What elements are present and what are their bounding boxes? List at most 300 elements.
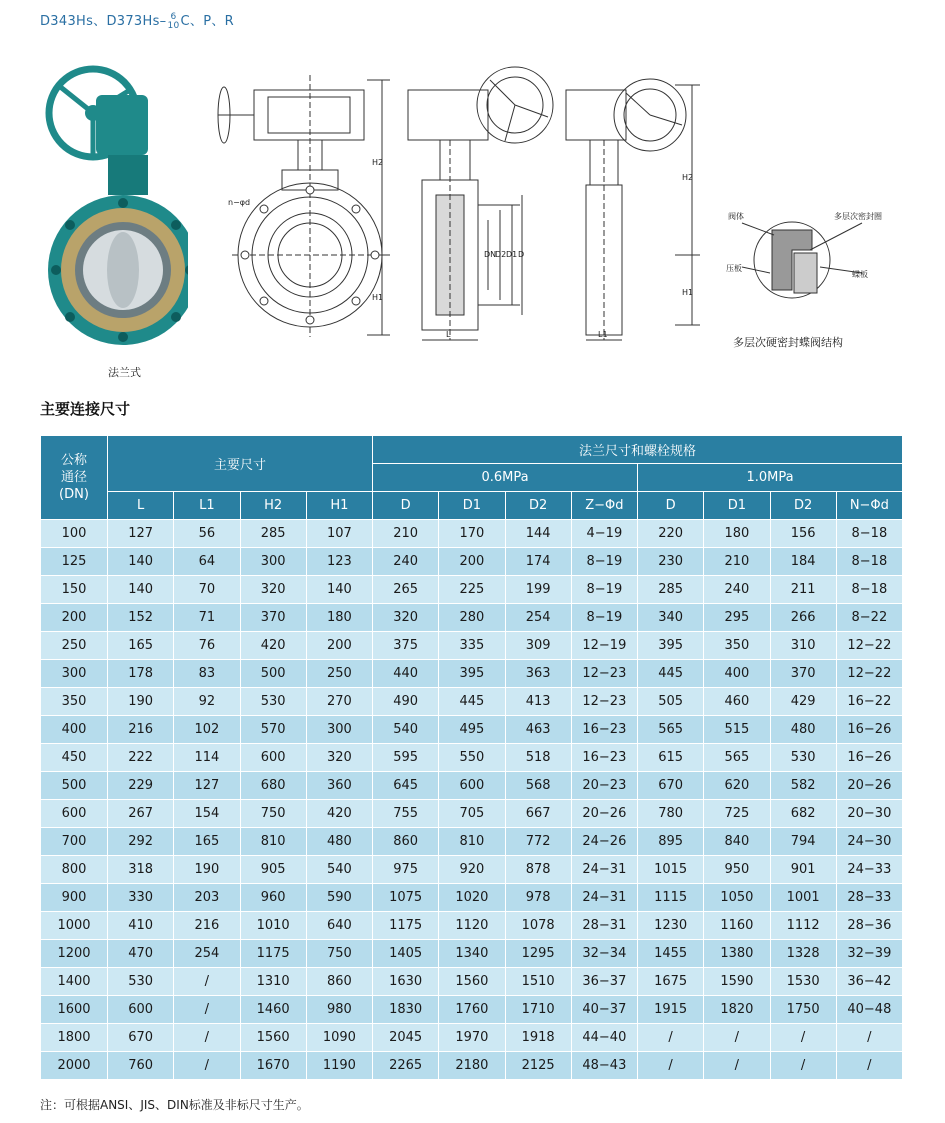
table-cell: 24−31 bbox=[571, 856, 637, 884]
table-cell: 340 bbox=[638, 604, 704, 632]
end-view-drawing bbox=[560, 55, 710, 355]
table-cell: 500 bbox=[240, 660, 306, 688]
table-cell: / bbox=[174, 1024, 240, 1052]
table-cell: 36−37 bbox=[571, 968, 637, 996]
table-cell: 320 bbox=[240, 576, 306, 604]
table-cell: 28−36 bbox=[836, 912, 902, 940]
table-cell: 178 bbox=[108, 660, 174, 688]
table-cell: 24−31 bbox=[571, 884, 637, 912]
table-cell: / bbox=[174, 1052, 240, 1080]
front-view-drawing bbox=[212, 55, 397, 355]
table-cell: 1020 bbox=[439, 884, 505, 912]
table-cell: 1075 bbox=[373, 884, 439, 912]
table-cell: 645 bbox=[373, 772, 439, 800]
table-cell: 127 bbox=[174, 772, 240, 800]
table-cell: 440 bbox=[373, 660, 439, 688]
table-cell: 225 bbox=[439, 576, 505, 604]
table-cell: 680 bbox=[240, 772, 306, 800]
table-cell: 170 bbox=[439, 520, 505, 548]
table-cell: 12−22 bbox=[836, 660, 902, 688]
d-label: D bbox=[518, 250, 525, 259]
table-row bbox=[41, 632, 903, 660]
table-cell: 300 bbox=[41, 660, 108, 688]
table-cell: 1460 bbox=[240, 996, 306, 1024]
table-cell: 860 bbox=[373, 828, 439, 856]
table-cell: 750 bbox=[306, 940, 372, 968]
column-header: Z−Φd bbox=[571, 492, 637, 520]
table-cell: 905 bbox=[240, 856, 306, 884]
table-cell: 1710 bbox=[505, 996, 571, 1024]
table-cell: 565 bbox=[704, 744, 770, 772]
table-row bbox=[41, 968, 903, 996]
l1-label: L1 bbox=[598, 330, 608, 339]
table-cell: 4−19 bbox=[571, 520, 637, 548]
table-cell: 20−26 bbox=[836, 772, 902, 800]
table-cell: 229 bbox=[108, 772, 174, 800]
table-cell: 800 bbox=[41, 856, 108, 884]
table-cell: 725 bbox=[704, 800, 770, 828]
column-header: H1 bbox=[306, 492, 372, 520]
table-cell: 490 bbox=[373, 688, 439, 716]
table-cell: 395 bbox=[638, 632, 704, 660]
table-cell: 1405 bbox=[373, 940, 439, 968]
table-cell: 16−22 bbox=[836, 688, 902, 716]
table-cell: 1630 bbox=[373, 968, 439, 996]
table-cell: 1670 bbox=[240, 1052, 306, 1080]
table-cell: 540 bbox=[373, 716, 439, 744]
table-cell: 901 bbox=[770, 856, 836, 884]
table-cell: 71 bbox=[174, 604, 240, 632]
table-row bbox=[41, 1052, 903, 1080]
table-cell: 24−30 bbox=[836, 828, 902, 856]
table-cell: 107 bbox=[306, 520, 372, 548]
table-row bbox=[41, 856, 903, 884]
table-row bbox=[41, 688, 903, 716]
table-cell: 211 bbox=[770, 576, 836, 604]
table-cell: 670 bbox=[638, 772, 704, 800]
table-cell: 216 bbox=[108, 716, 174, 744]
d1-label: D1 bbox=[506, 250, 518, 259]
table-cell: 810 bbox=[240, 828, 306, 856]
table-cell: 700 bbox=[41, 828, 108, 856]
table-cell: 590 bbox=[306, 884, 372, 912]
table-cell: 32−39 bbox=[836, 940, 902, 968]
table-cell: 220 bbox=[638, 520, 704, 548]
table-cell: 216 bbox=[174, 912, 240, 940]
table-cell: 125 bbox=[41, 548, 108, 576]
table-cell: 1310 bbox=[240, 968, 306, 996]
table-cell: 960 bbox=[240, 884, 306, 912]
column-header: L bbox=[108, 492, 174, 520]
table-cell: 102 bbox=[174, 716, 240, 744]
table-cell: 40−37 bbox=[571, 996, 637, 1024]
table-cell: / bbox=[836, 1024, 902, 1052]
table-cell: 600 bbox=[240, 744, 306, 772]
table-cell: 270 bbox=[306, 688, 372, 716]
table-cell: 12−23 bbox=[571, 688, 637, 716]
table-cell: 56 bbox=[174, 520, 240, 548]
table-cell: 114 bbox=[174, 744, 240, 772]
table-cell: 1600 bbox=[41, 996, 108, 1024]
d2-label: D2 bbox=[495, 250, 507, 259]
table-cell: 1190 bbox=[306, 1052, 372, 1080]
table-cell: 8−18 bbox=[836, 520, 902, 548]
table-cell: 309 bbox=[505, 632, 571, 660]
table-cell: 900 bbox=[41, 884, 108, 912]
table-cell: 165 bbox=[174, 828, 240, 856]
table-cell: 1120 bbox=[439, 912, 505, 940]
table-cell: 292 bbox=[108, 828, 174, 856]
table-cell: 620 bbox=[704, 772, 770, 800]
table-cell: 318 bbox=[108, 856, 174, 884]
table-row bbox=[41, 660, 903, 688]
table-cell: 370 bbox=[770, 660, 836, 688]
h1-label-end: H1 bbox=[682, 288, 694, 297]
table-cell: / bbox=[836, 1052, 902, 1080]
table-cell: / bbox=[638, 1052, 704, 1080]
table-cell: 140 bbox=[108, 548, 174, 576]
table-cell: 144 bbox=[505, 520, 571, 548]
table-cell: 40−48 bbox=[836, 996, 902, 1024]
table-cell: 600 bbox=[108, 996, 174, 1024]
table-cell: 1830 bbox=[373, 996, 439, 1024]
column-header: D bbox=[638, 492, 704, 520]
table-cell: 515 bbox=[704, 716, 770, 744]
table-cell: 480 bbox=[770, 716, 836, 744]
table-cell: 1820 bbox=[704, 996, 770, 1024]
table-cell: 44−40 bbox=[571, 1024, 637, 1052]
table-cell: 1090 bbox=[306, 1024, 372, 1052]
table-row bbox=[41, 520, 903, 548]
table-cell: 978 bbox=[505, 884, 571, 912]
table-row bbox=[41, 1024, 903, 1052]
l-label: L bbox=[446, 330, 451, 339]
table-cell: 1328 bbox=[770, 940, 836, 968]
table-cell: 300 bbox=[240, 548, 306, 576]
header-main-dimensions: 主要尺寸 bbox=[108, 436, 373, 492]
table-cell: 20−23 bbox=[571, 772, 637, 800]
header-pressure-10: 1.0MPa bbox=[638, 464, 903, 492]
table-cell: 1915 bbox=[638, 996, 704, 1024]
table-cell: 8−22 bbox=[836, 604, 902, 632]
table-cell: / bbox=[174, 968, 240, 996]
table-cell: 16−26 bbox=[836, 744, 902, 772]
seal-ring-label: 多层次密封圈 bbox=[834, 212, 882, 221]
table-cell: / bbox=[704, 1052, 770, 1080]
table-cell: 1078 bbox=[505, 912, 571, 940]
table-cell: 2045 bbox=[373, 1024, 439, 1052]
table-cell: 154 bbox=[174, 800, 240, 828]
column-header: D1 bbox=[704, 492, 770, 520]
table-cell: 76 bbox=[174, 632, 240, 660]
table-cell: 28−33 bbox=[836, 884, 902, 912]
table-cell: 980 bbox=[306, 996, 372, 1024]
table-cell: 2000 bbox=[41, 1052, 108, 1080]
table-cell: 760 bbox=[108, 1052, 174, 1080]
table-cell: 210 bbox=[704, 548, 770, 576]
table-cell: / bbox=[770, 1052, 836, 1080]
table-cell: 518 bbox=[505, 744, 571, 772]
table-cell: 1800 bbox=[41, 1024, 108, 1052]
table-cell: 140 bbox=[306, 576, 372, 604]
table-cell: 1380 bbox=[704, 940, 770, 968]
table-cell: 20−30 bbox=[836, 800, 902, 828]
table-cell: 230 bbox=[638, 548, 704, 576]
header-nominal-diameter: 公称 通径 (DN) bbox=[41, 436, 108, 520]
table-cell: 780 bbox=[638, 800, 704, 828]
table-cell: 48−43 bbox=[571, 1052, 637, 1080]
table-cell: 550 bbox=[439, 744, 505, 772]
table-cell: 180 bbox=[306, 604, 372, 632]
table-cell: 450 bbox=[41, 744, 108, 772]
table-cell: 420 bbox=[240, 632, 306, 660]
table-cell: 670 bbox=[108, 1024, 174, 1052]
table-row bbox=[41, 996, 903, 1024]
table-cell: 1455 bbox=[638, 940, 704, 968]
table-cell: 320 bbox=[373, 604, 439, 632]
table-cell: 410 bbox=[108, 912, 174, 940]
table-cell: 285 bbox=[638, 576, 704, 604]
table-row bbox=[41, 772, 903, 800]
table-row bbox=[41, 912, 903, 940]
table-cell: 950 bbox=[704, 856, 770, 884]
table-cell: 16−23 bbox=[571, 744, 637, 772]
table-cell: 8−19 bbox=[571, 576, 637, 604]
table-cell: 530 bbox=[770, 744, 836, 772]
table-cell: 420 bbox=[306, 800, 372, 828]
dimension-table bbox=[40, 435, 903, 1080]
plate-label: 蝶板 bbox=[852, 270, 868, 279]
table-cell: 600 bbox=[439, 772, 505, 800]
table-cell: 1112 bbox=[770, 912, 836, 940]
footnote: 注：可根据ANSI、JIS、DIN标准及非标尺寸生产。 bbox=[40, 1098, 309, 1112]
table-cell: 1175 bbox=[373, 912, 439, 940]
table-cell: 12−19 bbox=[571, 632, 637, 660]
table-cell: 140 bbox=[108, 576, 174, 604]
table-cell: 1340 bbox=[439, 940, 505, 968]
table-cell: 1230 bbox=[638, 912, 704, 940]
table-cell: 32−34 bbox=[571, 940, 637, 968]
table-cell: 250 bbox=[41, 632, 108, 660]
table-cell: 794 bbox=[770, 828, 836, 856]
table-cell: 445 bbox=[439, 688, 505, 716]
table-cell: 1760 bbox=[439, 996, 505, 1024]
table-cell: 199 bbox=[505, 576, 571, 604]
table-cell: 190 bbox=[174, 856, 240, 884]
table-cell: 568 bbox=[505, 772, 571, 800]
table-cell: 1400 bbox=[41, 968, 108, 996]
table-cell: 64 bbox=[174, 548, 240, 576]
h2-label: H2 bbox=[372, 158, 384, 167]
table-cell: 755 bbox=[373, 800, 439, 828]
table-cell: 267 bbox=[108, 800, 174, 828]
detail-caption: 多层次硬密封蝶阀结构 bbox=[733, 336, 843, 349]
table-cell: 413 bbox=[505, 688, 571, 716]
table-cell: 1970 bbox=[439, 1024, 505, 1052]
table-cell: 600 bbox=[41, 800, 108, 828]
table-cell: 530 bbox=[108, 968, 174, 996]
table-cell: 150 bbox=[41, 576, 108, 604]
table-cell: / bbox=[174, 996, 240, 1024]
table-cell: 1560 bbox=[439, 968, 505, 996]
table-cell: 1200 bbox=[41, 940, 108, 968]
table-cell: 12−23 bbox=[571, 660, 637, 688]
table-cell: 8−19 bbox=[571, 548, 637, 576]
table-cell: 100 bbox=[41, 520, 108, 548]
table-cell: 92 bbox=[174, 688, 240, 716]
column-header: N−Φd bbox=[836, 492, 902, 520]
table-cell: 810 bbox=[439, 828, 505, 856]
column-header: H2 bbox=[240, 492, 306, 520]
table-cell: 254 bbox=[174, 940, 240, 968]
header-pressure-06: 0.6MPa bbox=[373, 464, 638, 492]
table-cell: 165 bbox=[108, 632, 174, 660]
nd-label: n−φd bbox=[228, 198, 251, 207]
table-cell: / bbox=[638, 1024, 704, 1052]
table-cell: 8−18 bbox=[836, 576, 902, 604]
table-cell: 266 bbox=[770, 604, 836, 632]
table-cell: 190 bbox=[108, 688, 174, 716]
table-cell: 16−26 bbox=[836, 716, 902, 744]
table-row bbox=[41, 576, 903, 604]
table-cell: 1115 bbox=[638, 884, 704, 912]
table-row bbox=[41, 716, 903, 744]
table-cell: 240 bbox=[373, 548, 439, 576]
table-cell: 250 bbox=[306, 660, 372, 688]
table-cell: 295 bbox=[704, 604, 770, 632]
table-cell: 24−33 bbox=[836, 856, 902, 884]
table-cell: 772 bbox=[505, 828, 571, 856]
table-cell: 1590 bbox=[704, 968, 770, 996]
table-cell: 1001 bbox=[770, 884, 836, 912]
table-cell: 24−26 bbox=[571, 828, 637, 856]
table-cell: 8−18 bbox=[836, 548, 902, 576]
pressure-fraction: 6 10 bbox=[167, 11, 180, 31]
photo-caption: 法兰式 bbox=[108, 366, 141, 379]
table-cell: 640 bbox=[306, 912, 372, 940]
table-cell: 463 bbox=[505, 716, 571, 744]
table-cell: 330 bbox=[108, 884, 174, 912]
table-cell: 682 bbox=[770, 800, 836, 828]
table-cell: 240 bbox=[704, 576, 770, 604]
table-cell: 1530 bbox=[770, 968, 836, 996]
table-cell: / bbox=[770, 1024, 836, 1052]
table-cell: 530 bbox=[240, 688, 306, 716]
table-cell: 335 bbox=[439, 632, 505, 660]
table-row bbox=[41, 828, 903, 856]
table-cell: 860 bbox=[306, 968, 372, 996]
table-cell: 285 bbox=[240, 520, 306, 548]
table-row bbox=[41, 940, 903, 968]
table-cell: 70 bbox=[174, 576, 240, 604]
table-cell: 8−19 bbox=[571, 604, 637, 632]
table-cell: 254 bbox=[505, 604, 571, 632]
table-cell: 1560 bbox=[240, 1024, 306, 1052]
table-cell: 12−22 bbox=[836, 632, 902, 660]
table-cell: 28−31 bbox=[571, 912, 637, 940]
dn-label: DN bbox=[484, 250, 497, 259]
table-cell: 184 bbox=[770, 548, 836, 576]
table-cell: 360 bbox=[306, 772, 372, 800]
header-flange-dimensions: 法兰尺寸和螺栓规格 bbox=[373, 436, 903, 464]
table-cell: 200 bbox=[41, 604, 108, 632]
table-cell: 83 bbox=[174, 660, 240, 688]
table-cell: 200 bbox=[439, 548, 505, 576]
table-cell: 370 bbox=[240, 604, 306, 632]
table-cell: 280 bbox=[439, 604, 505, 632]
table-cell: 20−26 bbox=[571, 800, 637, 828]
table-cell: 1160 bbox=[704, 912, 770, 940]
clamp-label: 压板 bbox=[726, 264, 742, 273]
table-cell: 878 bbox=[505, 856, 571, 884]
table-cell: 310 bbox=[770, 632, 836, 660]
table-cell: 920 bbox=[439, 856, 505, 884]
table-cell: 1675 bbox=[638, 968, 704, 996]
table-cell: 975 bbox=[373, 856, 439, 884]
table-cell: 840 bbox=[704, 828, 770, 856]
table-cell: 2180 bbox=[439, 1052, 505, 1080]
column-header: D2 bbox=[505, 492, 571, 520]
table-cell: 210 bbox=[373, 520, 439, 548]
table-cell: 667 bbox=[505, 800, 571, 828]
table-cell: 480 bbox=[306, 828, 372, 856]
table-row bbox=[41, 800, 903, 828]
table-cell: 1010 bbox=[240, 912, 306, 940]
table-row bbox=[41, 548, 903, 576]
table-cell: 615 bbox=[638, 744, 704, 772]
table-cell: 582 bbox=[770, 772, 836, 800]
table-cell: 350 bbox=[41, 688, 108, 716]
table-row bbox=[41, 744, 903, 772]
table-cell: 200 bbox=[306, 632, 372, 660]
table-cell: 540 bbox=[306, 856, 372, 884]
table-cell: 16−23 bbox=[571, 716, 637, 744]
column-header: D bbox=[373, 492, 439, 520]
table-cell: 895 bbox=[638, 828, 704, 856]
h1-label: H1 bbox=[372, 293, 384, 302]
table-cell: 123 bbox=[306, 548, 372, 576]
table-cell: 1000 bbox=[41, 912, 108, 940]
table-cell: 222 bbox=[108, 744, 174, 772]
table-cell: 395 bbox=[439, 660, 505, 688]
table-row bbox=[41, 884, 903, 912]
table-cell: 1015 bbox=[638, 856, 704, 884]
table-cell: 152 bbox=[108, 604, 174, 632]
table-cell: / bbox=[704, 1024, 770, 1052]
table-cell: 127 bbox=[108, 520, 174, 548]
table-cell: 320 bbox=[306, 744, 372, 772]
table-cell: 1295 bbox=[505, 940, 571, 968]
column-header: L1 bbox=[174, 492, 240, 520]
table-cell: 350 bbox=[704, 632, 770, 660]
seal-detail-drawing bbox=[722, 205, 887, 325]
table-cell: 500 bbox=[41, 772, 108, 800]
table-cell: 470 bbox=[108, 940, 174, 968]
table-cell: 363 bbox=[505, 660, 571, 688]
table-cell: 1175 bbox=[240, 940, 306, 968]
valve-photo bbox=[38, 55, 188, 355]
table-cell: 445 bbox=[638, 660, 704, 688]
table-cell: 705 bbox=[439, 800, 505, 828]
product-model-title: D343Hs、D373Hs– 6 10 C、P、R bbox=[40, 11, 234, 31]
table-cell: 570 bbox=[240, 716, 306, 744]
table-cell: 1050 bbox=[704, 884, 770, 912]
table-row bbox=[41, 604, 903, 632]
table-cell: 595 bbox=[373, 744, 439, 772]
column-header: D1 bbox=[439, 492, 505, 520]
table-cell: 1918 bbox=[505, 1024, 571, 1052]
table-cell: 174 bbox=[505, 548, 571, 576]
